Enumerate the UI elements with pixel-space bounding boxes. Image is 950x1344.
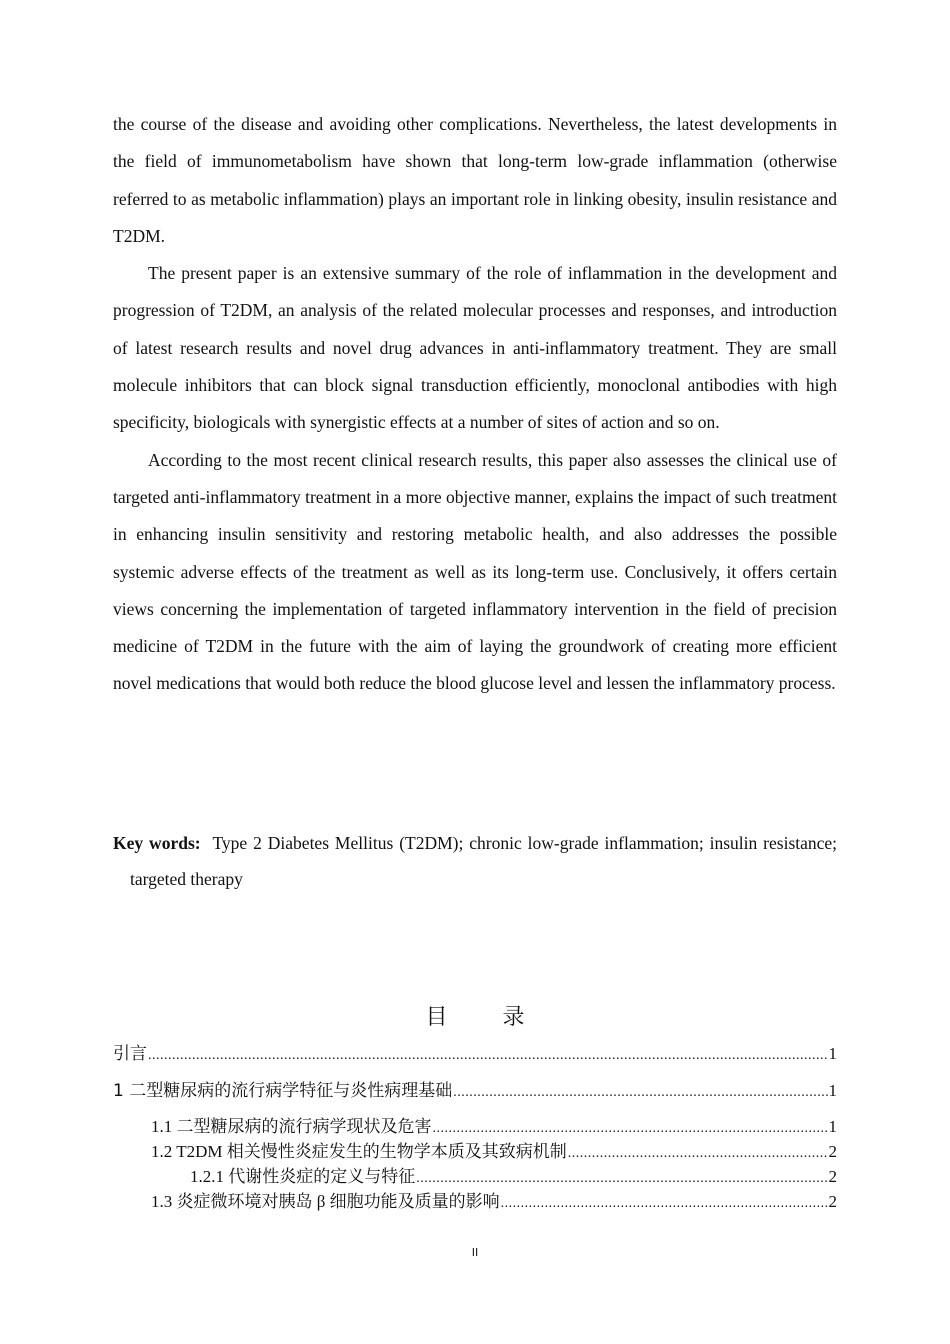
toc-entry-section-1-2-1[interactable] xyxy=(190,1165,837,1191)
toc-entry-text: 1.1 二型糖尿病的流行病学现状及危害 xyxy=(151,1117,432,1136)
toc-page-number: 2 xyxy=(828,1142,837,1161)
toc-page-number: 1 xyxy=(828,1044,837,1063)
toc-entry-chapter-1[interactable] xyxy=(113,1079,837,1105)
keywords xyxy=(113,825,837,897)
abstract-body xyxy=(113,106,837,703)
toc-leader-dots xyxy=(416,1167,827,1191)
toc-leader-dots xyxy=(148,1044,828,1068)
toc-entry-section-1-3[interactable] xyxy=(151,1190,837,1216)
abstract-paragraph: the course of the disease and avoiding other complications. Nevertheless, the latest developments in the field of immunometabolism have shown that long-term low-grade inflammation (otherwise referred to as metabolic inflammation) plays an important role in linking obesity, insulin resistance and T2DM. xyxy=(113,114,837,246)
toc-leader-dots xyxy=(453,1081,827,1105)
toc-title: 目 录 xyxy=(425,1005,549,1030)
toc-entry-text: 1 二型糖尿病的流行病学特征与炎性病理基础 xyxy=(113,1081,453,1101)
toc-leader-dots xyxy=(568,1142,828,1166)
toc-entry-section-1-1[interactable] xyxy=(151,1115,837,1141)
toc-entry-text: 1.2.1 代谢性炎症的定义与特征 xyxy=(190,1167,416,1186)
keywords-label: Key words: xyxy=(113,833,201,853)
toc-page-number: 1 xyxy=(828,1117,837,1136)
toc-entry-text: 引言 xyxy=(113,1044,147,1064)
toc-page-number: 2 xyxy=(828,1192,837,1211)
toc-page-number: 1 xyxy=(828,1081,837,1100)
toc-entry-text: 1.3 炎症微环境对胰岛 β 细胞功能及质量的影响 xyxy=(151,1192,500,1211)
keywords-text: Type 2 Diabetes Mellitus (T2DM); chronic low-grade inflammation; insulin resistance; targeted therapy xyxy=(130,833,838,889)
abstract-paragraph: The present paper is an extensive summary of the role of inflammation in the development and progression of T2DM, an analysis of the related molecular processes and responses, and introduction of latest research results and novel drug advances in anti-inflammatory treatment. They are small molecule inhibitors that can block signal transduction efficiently, monoclonal antibodies with high specificity, biologicals with synergistic effects at a number of sites of action and so on. xyxy=(113,263,837,433)
toc-entry-introduction[interactable] xyxy=(113,1042,837,1068)
abstract-paragraph: According to the most recent clinical research results, this paper also assesses the clinical use of targeted anti-inflammatory treatment in a more objective manner, explains the impact of such treatment in enhancing insulin sensitivity and restoring metabolic health, and also addresses the possible systemic adverse effects of the treatment as well as its long-term use. Conclusively, it offers certain views concerning the implementation of targeted inflammatory intervention in the field of precision medicine of T2DM in the future with the aim of laying the groundwork of creating more efficient novel medications that would both reduce the blood glucose level and lessen the inflammatory process. xyxy=(113,449,837,694)
toc-entry-text: 1.2 T2DM 相关慢性炎症发生的生物学本质及其致病机制 xyxy=(151,1142,567,1161)
toc-entry-section-1-2[interactable] xyxy=(151,1140,837,1166)
toc-leader-dots xyxy=(433,1117,828,1141)
toc-leader-dots xyxy=(501,1192,828,1216)
page-number-footer: II xyxy=(471,1246,479,1259)
toc-page-number: 2 xyxy=(828,1167,837,1186)
